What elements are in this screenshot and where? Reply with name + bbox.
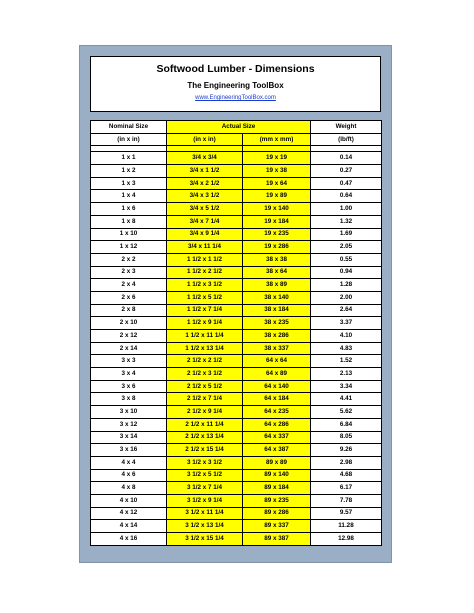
cell-nominal: 2 x 12 [91, 330, 167, 343]
cell-nominal: 1 x 6 [91, 203, 167, 216]
units-row [91, 133, 382, 146]
table-row [91, 241, 382, 254]
cell-nominal: 3 x 16 [91, 444, 167, 457]
header-row [91, 121, 382, 134]
table-row [91, 304, 382, 317]
unit-actual-in: (in x in) [167, 133, 243, 146]
table-row [91, 393, 382, 406]
cell-nominal: 3 x 14 [91, 431, 167, 444]
cell-actual-in: 1 1/2 x 9 1/4 [167, 317, 243, 330]
cell-actual-in: 3/4 x 7 1/4 [167, 215, 243, 228]
header-actual: Actual Size [167, 121, 311, 134]
cell-nominal: 3 x 4 [91, 368, 167, 381]
cell-actual-in: 2 1/2 x 9 1/4 [167, 406, 243, 419]
cell-weight: 1.28 [311, 279, 382, 292]
cell-nominal: 4 x 16 [91, 533, 167, 546]
table-row [91, 253, 382, 266]
cell-actual-in: 3/4 x 3/4 [167, 152, 243, 165]
cell-actual-mm: 89 x 89 [243, 456, 311, 469]
cell-nominal: 3 x 6 [91, 380, 167, 393]
cell-actual-in: 3/4 x 1 1/2 [167, 165, 243, 178]
table-row [91, 444, 382, 457]
cell-actual-in: 2 1/2 x 5 1/2 [167, 380, 243, 393]
cell-nominal: 3 x 3 [91, 355, 167, 368]
cell-actual-mm: 19 x 140 [243, 203, 311, 216]
page-subtitle: The Engineering ToolBox [187, 81, 284, 90]
cell-actual-in: 1 1/2 x 1 1/2 [167, 253, 243, 266]
table-row [91, 330, 382, 343]
cell-actual-mm: 64 x 337 [243, 431, 311, 444]
table-row [91, 177, 382, 190]
cell-weight: 0.94 [311, 266, 382, 279]
cell-weight: 9.26 [311, 444, 382, 457]
table-row [91, 456, 382, 469]
document-page [79, 45, 392, 563]
cell-actual-in: 2 1/2 x 7 1/4 [167, 393, 243, 406]
cell-actual-in: 1 1/2 x 2 1/2 [167, 266, 243, 279]
cell-weight: 2.00 [311, 291, 382, 304]
cell-weight: 2.13 [311, 368, 382, 381]
cell-weight: 4.68 [311, 469, 382, 482]
table-row [91, 418, 382, 431]
header-nominal: Nominal Size [91, 121, 167, 134]
cell-weight: 1.69 [311, 228, 382, 241]
table-row [91, 165, 382, 178]
cell-weight: 0.14 [311, 152, 382, 165]
table-row [91, 228, 382, 241]
cell-actual-mm: 19 x 286 [243, 241, 311, 254]
table-row [91, 215, 382, 228]
table-row [91, 190, 382, 203]
cell-weight: 0.64 [311, 190, 382, 203]
cell-actual-in: 3 1/2 x 7 1/4 [167, 482, 243, 495]
cell-actual-in: 3 1/2 x 15 1/4 [167, 533, 243, 546]
cell-nominal: 1 x 3 [91, 177, 167, 190]
cell-actual-in: 3/4 x 11 1/4 [167, 241, 243, 254]
cell-actual-mm: 19 x 235 [243, 228, 311, 241]
cell-actual-mm: 38 x 140 [243, 291, 311, 304]
cell-weight: 1.52 [311, 355, 382, 368]
cell-nominal: 1 x 10 [91, 228, 167, 241]
table-row [91, 266, 382, 279]
cell-weight: 2.64 [311, 304, 382, 317]
table-row [91, 520, 382, 533]
cell-nominal: 1 x 12 [91, 241, 167, 254]
cell-actual-mm: 38 x 89 [243, 279, 311, 292]
cell-actual-mm: 64 x 286 [243, 418, 311, 431]
cell-actual-mm: 64 x 89 [243, 368, 311, 381]
cell-nominal: 4 x 4 [91, 456, 167, 469]
cell-weight: 2.05 [311, 241, 382, 254]
cell-actual-mm: 64 x 140 [243, 380, 311, 393]
cell-actual-mm: 38 x 286 [243, 330, 311, 343]
cell-actual-in: 3/4 x 2 1/2 [167, 177, 243, 190]
cell-actual-in: 3 1/2 x 9 1/4 [167, 494, 243, 507]
cell-weight: 6.17 [311, 482, 382, 495]
cell-weight: 4.83 [311, 342, 382, 355]
cell-nominal: 2 x 4 [91, 279, 167, 292]
cell-weight: 12.98 [311, 533, 382, 546]
cell-nominal: 4 x 6 [91, 469, 167, 482]
table-row [91, 355, 382, 368]
table-row [91, 279, 382, 292]
cell-actual-in: 3/4 x 9 1/4 [167, 228, 243, 241]
website-link[interactable]: www.EngineeringToolBox.com [195, 95, 276, 101]
cell-actual-in: 2 1/2 x 15 1/4 [167, 444, 243, 457]
header-weight: Weight [311, 121, 382, 134]
table-row [91, 317, 382, 330]
cell-actual-mm: 64 x 64 [243, 355, 311, 368]
table-row [91, 203, 382, 216]
cell-actual-in: 1 1/2 x 7 1/4 [167, 304, 243, 317]
cell-weight: 8.05 [311, 431, 382, 444]
cell-actual-in: 3 1/2 x 3 1/2 [167, 456, 243, 469]
cell-weight: 0.27 [311, 165, 382, 178]
cell-actual-mm: 38 x 64 [243, 266, 311, 279]
cell-actual-in: 3 1/2 x 13 1/4 [167, 520, 243, 533]
table-row [91, 342, 382, 355]
title-box [90, 56, 381, 112]
cell-nominal: 1 x 2 [91, 165, 167, 178]
table-row [91, 469, 382, 482]
cell-weight: 3.34 [311, 380, 382, 393]
cell-actual-mm: 89 x 387 [243, 533, 311, 546]
cell-actual-mm: 19 x 64 [243, 177, 311, 190]
cell-actual-mm: 19 x 89 [243, 190, 311, 203]
cell-nominal: 2 x 2 [91, 253, 167, 266]
cell-actual-in: 3/4 x 5 1/2 [167, 203, 243, 216]
cell-nominal: 3 x 10 [91, 406, 167, 419]
unit-weight: (lb/ft) [311, 133, 382, 146]
cell-weight: 7.78 [311, 494, 382, 507]
cell-nominal: 4 x 10 [91, 494, 167, 507]
cell-nominal: 4 x 8 [91, 482, 167, 495]
cell-nominal: 2 x 8 [91, 304, 167, 317]
cell-actual-mm: 38 x 337 [243, 342, 311, 355]
cell-actual-mm: 89 x 235 [243, 494, 311, 507]
cell-actual-in: 1 1/2 x 13 1/4 [167, 342, 243, 355]
cell-actual-in: 1 1/2 x 5 1/2 [167, 291, 243, 304]
cell-actual-mm: 19 x 184 [243, 215, 311, 228]
cell-weight: 4.41 [311, 393, 382, 406]
cell-actual-mm: 64 x 387 [243, 444, 311, 457]
cell-actual-mm: 89 x 286 [243, 507, 311, 520]
cell-actual-mm: 19 x 38 [243, 165, 311, 178]
cell-actual-mm: 89 x 184 [243, 482, 311, 495]
table-row [91, 494, 382, 507]
cell-weight: 2.98 [311, 456, 382, 469]
cell-nominal: 3 x 12 [91, 418, 167, 431]
cell-actual-in: 3 1/2 x 5 1/2 [167, 469, 243, 482]
cell-weight: 9.57 [311, 507, 382, 520]
table-row [91, 380, 382, 393]
cell-actual-in: 2 1/2 x 13 1/4 [167, 431, 243, 444]
cell-actual-in: 3 1/2 x 11 1/4 [167, 507, 243, 520]
cell-weight: 3.37 [311, 317, 382, 330]
page-title: Softwood Lumber - Dimensions [156, 63, 315, 75]
cell-weight: 1.00 [311, 203, 382, 216]
cell-nominal: 2 x 6 [91, 291, 167, 304]
cell-nominal: 1 x 4 [91, 190, 167, 203]
cell-actual-in: 1 1/2 x 3 1/2 [167, 279, 243, 292]
cell-actual-mm: 89 x 140 [243, 469, 311, 482]
cell-nominal: 1 x 1 [91, 152, 167, 165]
table-row [91, 406, 382, 419]
cell-actual-mm: 64 x 235 [243, 406, 311, 419]
cell-actual-in: 2 1/2 x 11 1/4 [167, 418, 243, 431]
cell-weight: 0.55 [311, 253, 382, 266]
cell-nominal: 3 x 8 [91, 393, 167, 406]
cell-weight: 1.32 [311, 215, 382, 228]
cell-weight: 4.10 [311, 330, 382, 343]
unit-actual-mm: (mm x mm) [243, 133, 311, 146]
unit-nominal: (in x in) [91, 133, 167, 146]
cell-nominal: 4 x 14 [91, 520, 167, 533]
cell-actual-mm: 38 x 38 [243, 253, 311, 266]
table-row [91, 507, 382, 520]
cell-nominal: 4 x 12 [91, 507, 167, 520]
cell-actual-mm: 38 x 235 [243, 317, 311, 330]
table-row [91, 291, 382, 304]
table-row [91, 368, 382, 381]
cell-actual-in: 3/4 x 3 1/2 [167, 190, 243, 203]
lumber-table [90, 120, 382, 546]
table-row [91, 482, 382, 495]
cell-actual-mm: 64 x 184 [243, 393, 311, 406]
cell-actual-mm: 19 x 19 [243, 152, 311, 165]
table-row [91, 533, 382, 546]
table-row [91, 431, 382, 444]
cell-actual-mm: 38 x 184 [243, 304, 311, 317]
cell-weight: 11.28 [311, 520, 382, 533]
table-row [91, 152, 382, 165]
cell-nominal: 1 x 8 [91, 215, 167, 228]
cell-actual-in: 1 1/2 x 11 1/4 [167, 330, 243, 343]
cell-nominal: 2 x 14 [91, 342, 167, 355]
cell-weight: 5.62 [311, 406, 382, 419]
cell-actual-in: 2 1/2 x 2 1/2 [167, 355, 243, 368]
cell-weight: 6.84 [311, 418, 382, 431]
cell-actual-mm: 89 x 337 [243, 520, 311, 533]
cell-weight: 0.47 [311, 177, 382, 190]
cell-nominal: 2 x 10 [91, 317, 167, 330]
cell-actual-in: 2 1/2 x 3 1/2 [167, 368, 243, 381]
cell-nominal: 2 x 3 [91, 266, 167, 279]
